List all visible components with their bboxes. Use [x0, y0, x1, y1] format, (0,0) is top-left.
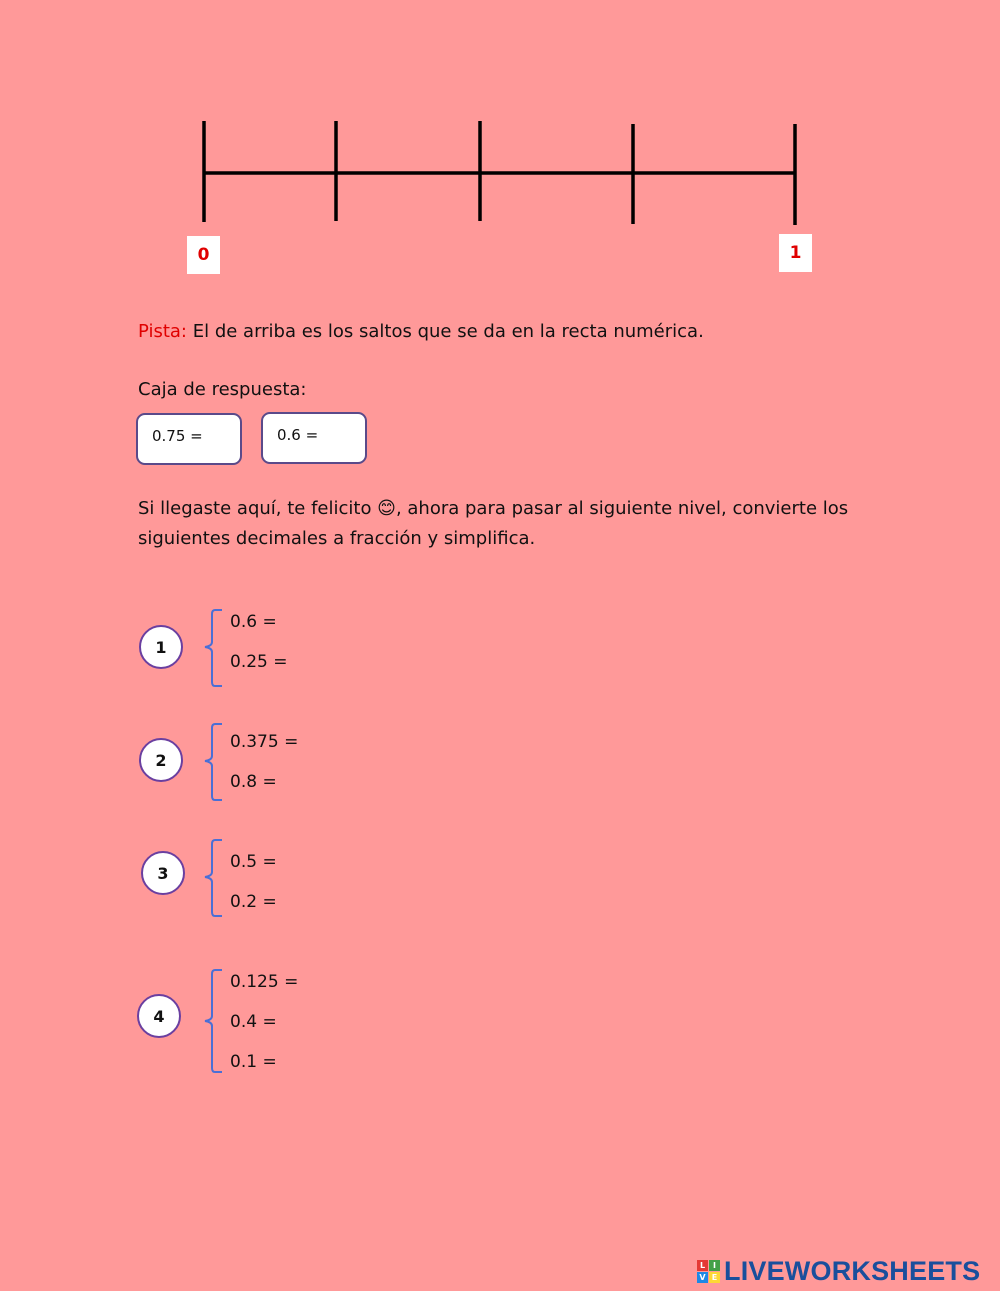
exercise-2-item-1[interactable]: 0.375 =	[230, 732, 299, 752]
logo-text: LIVEWORKSHEETS	[724, 1255, 981, 1286]
start-label: 0	[187, 236, 220, 274]
instructions-line-2: siguientes decimales a fracción y simplifica.	[138, 528, 536, 549]
exercise-1-item-1[interactable]: 0.6 =	[230, 612, 277, 632]
exercise-4-item-2[interactable]: 0.4 =	[230, 1012, 277, 1032]
brace-1	[200, 608, 226, 688]
exercise-4-item-1[interactable]: 0.125 =	[230, 972, 299, 992]
exercise-2-item-2[interactable]: 0.8 =	[230, 772, 277, 792]
exercise-2-number: 2	[139, 738, 183, 782]
instructions	[138, 494, 878, 554]
exercise-3-item-2[interactable]: 0.2 =	[230, 892, 277, 912]
exercise-1-item-2[interactable]: 0.25 =	[230, 652, 288, 672]
exercise-3-number: 3	[141, 851, 185, 895]
brace-4	[200, 968, 226, 1076]
hint-key: Pista:	[138, 321, 187, 342]
end-label: 1	[779, 234, 812, 272]
brace-2	[200, 722, 226, 802]
brace-3	[200, 838, 226, 918]
liveworksheets-logo	[697, 1254, 997, 1288]
exercise-4-item-3[interactable]: 0.1 =	[230, 1052, 277, 1072]
logo-mark-icon: L I V E	[697, 1260, 720, 1283]
answer-section-title: Caja de respuesta:	[138, 379, 307, 400]
answer-box-2[interactable]: 0.6 =	[261, 412, 367, 464]
exercise-4-number: 4	[137, 994, 181, 1038]
instructions-line-1: Si llegaste aquí, te felicito 😊, ahora para pasar al siguiente nivel, convierte los	[138, 498, 849, 519]
number-line	[0, 0, 1000, 300]
answer-box-1[interactable]: 0.75 =	[136, 413, 242, 465]
exercise-3-item-1[interactable]: 0.5 =	[230, 852, 277, 872]
exercise-1-number: 1	[139, 625, 183, 669]
hint-text: El de arriba es los saltos que se da en la recta numérica.	[187, 321, 704, 342]
hint	[138, 317, 704, 347]
